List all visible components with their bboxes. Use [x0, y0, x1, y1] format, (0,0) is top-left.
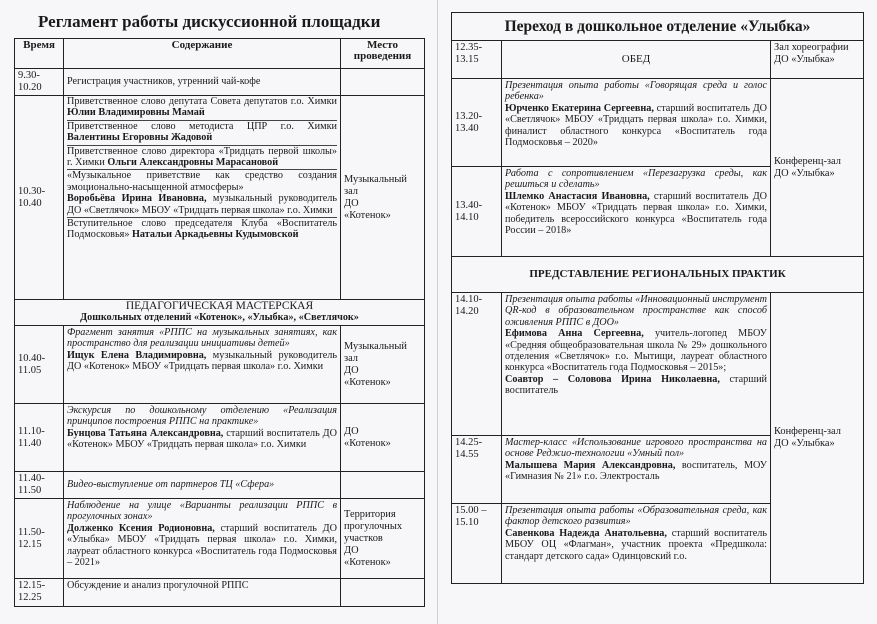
section-heading: ПРЕДСТАВЛЕНИЕ РЕГИОНАЛЬНЫХ ПРАКТИК — [452, 257, 864, 293]
table-row — [15, 404, 425, 472]
section-row — [15, 300, 425, 326]
row-venue — [341, 69, 425, 96]
event-title: Презентация опыта работы «Образовательная среда, как фактор детского развития» — [505, 505, 767, 528]
table-row — [452, 293, 864, 436]
row-venue: Музыкальный зал ДО «Котенок» — [341, 96, 425, 300]
row-time: 9.30- 10.20 — [15, 69, 64, 96]
speaker-name: Бунцова Татьяна Александровна, — [67, 427, 224, 439]
row-time: 15.00 – 15.10 — [452, 504, 502, 584]
event-title: Наблюдение на улице «Варианты реализации РППС в прогулочных зонах» — [67, 500, 337, 523]
speaker-role: старший воспитатель ДО «Котенок» МБОУ «Тридцать первая школа» г.о. Химки — [67, 427, 337, 451]
event-title: Мастер-класс «Использование игрового пространства на основе Реджио-технологии «Умный пол» — [505, 437, 767, 460]
right-page-title: Переход в дошкольное отделение «Улыбка» — [452, 13, 864, 41]
row-venue: Территория прогулочных участков ДО «Котенок» — [341, 499, 425, 579]
row-content — [64, 96, 341, 300]
row-venue: ДО «Котенок» — [341, 404, 425, 472]
speaker-name: Ефимова Анна Сергеевна, — [505, 328, 644, 340]
row-content — [502, 504, 771, 584]
event-title: Экскурсия по дошкольному отделению «Реализация принципов построения РППС на практике» — [67, 405, 337, 428]
right-page — [437, 0, 877, 624]
item-text: Приветственное слово депутата Совета депутатов г.о. Химки — [67, 96, 337, 107]
event-title: Работа с сопротивлением «Перезагрузка среды, как решиться и сделать» — [505, 168, 767, 191]
speaker-name: Воробьёва Ирина Ивановна, — [67, 193, 207, 205]
speaker-role: музыкальный руководитель ДО «Котенок» МБОУ «Тридцать первая школа» г.о. Химки — [67, 349, 337, 373]
row-venue: Зал хореографии ДО «Улыбка» — [771, 41, 864, 79]
speaker-name: Натальи Аркадьевны Кудымовской — [131, 229, 299, 241]
list-item — [67, 121, 337, 146]
row-content: Обсуждение и анализ прогулочной РППС — [64, 579, 341, 607]
speaker-name: Ищук Елена Владимировна, — [67, 349, 207, 361]
row-content — [502, 79, 771, 167]
speaker-name: Малышева Мария Александровна, — [505, 459, 676, 471]
table-row — [15, 579, 425, 607]
section-heading — [15, 300, 425, 326]
speaker-name: Савенкова Надежда Анатольевна, — [505, 527, 667, 539]
event-title: Презентация опыта работы «Инновационный инструмент QR-код в образовательном пространстве как способ оживления РППС в ДОО» — [505, 294, 767, 328]
section-row — [452, 257, 864, 293]
table-row — [15, 499, 425, 579]
item-text: Приветственное слово директора «Тридцать первой школы» г. Химки — [67, 145, 337, 169]
row-time: 14.10- 14.20 — [452, 293, 502, 436]
list-item — [67, 146, 337, 171]
row-time: 11.10- 11.40 — [15, 404, 64, 472]
item-text: Приветственное слово методиста ЦПР г.о. Химки — [67, 120, 337, 132]
row-time: 13.40- 14.10 — [452, 167, 502, 257]
speaker-name: Валентины Егоровны Жадовой — [67, 132, 213, 144]
row-content — [64, 472, 341, 499]
header-time: Время — [15, 39, 64, 69]
event-title: Видео-выступление от партнеров ТЦ «Сфера» — [67, 479, 275, 491]
row-content — [64, 404, 341, 472]
item-text: Вступительное слово председателя Клуба «Воспитатель Подмосковья» — [67, 218, 337, 241]
coauthor-role: старший воспитатель — [505, 373, 767, 397]
list-item — [67, 218, 337, 242]
speaker-role: воспитатель, МОУ «Гимназия № 21» г.о. Электросталь — [505, 459, 767, 483]
row-time: 14.25- 14.55 — [452, 436, 502, 504]
speaker-name: Юлии Владимировны Мамай — [67, 107, 205, 119]
list-item — [67, 170, 337, 218]
header-venue: Место проведения — [341, 39, 425, 69]
row-content — [64, 499, 341, 579]
row-content — [502, 436, 771, 504]
list-item — [67, 96, 337, 121]
event-title: Презентация опыта работы «Говорящая среда и голос ребенка» — [505, 80, 767, 103]
speaker-role: старший воспитатель ДО «Светлячок» МБОУ «Тридцать первая школа» г.о. Химки, финалист областного конкурса «Воспитатель года Подмосковья – 2020» — [505, 102, 767, 149]
row-venue — [341, 472, 425, 499]
row-venue — [341, 579, 425, 607]
row-content: Регистрация участников, утренний чай-кофе — [64, 69, 341, 96]
row-time: 10.30- 10.40 — [15, 96, 64, 300]
speaker-role: старший воспитатель ДО «Улыбка» МБОУ «Тридцать первая школа» г.о. Химки, лауреат областного конкурса «Воспитатель года Подмосковья – 2021» — [67, 522, 337, 569]
row-content — [64, 326, 341, 404]
speaker-name: Ольги Александровны Марасановой — [107, 157, 279, 169]
row-time: 11.40- 11.50 — [15, 472, 64, 499]
table-row — [15, 472, 425, 499]
row-content: ОБЕД — [502, 41, 771, 79]
title-row — [452, 13, 864, 41]
row-venue: Конференц-зал ДО «Улыбка» — [771, 293, 864, 584]
header-content: Содержание — [64, 39, 341, 69]
left-schedule-table — [14, 38, 425, 607]
event-title: Фрагмент занятия «РППС на музыкальных занятиях, как пространство для реализации инициативы детей» — [67, 327, 337, 350]
speaker-role: учитель-логопед МБОУ «Средняя общеобразовательная школа № 29» дошкольного отделения «Светлячок» г.о. Мытищи, лауреат областного конкурса «Воспитатель года Подмосковья – 2015»; — [505, 328, 767, 374]
section-subtitle: Дошкольных отделений «Котенок», «Улыбка», «Светлячок» — [80, 312, 359, 324]
speaker-name: Шлемко Анастасия Ивановна, — [505, 190, 650, 202]
row-venue: Конференц-зал ДО «Улыбка» — [771, 79, 864, 257]
left-page-title: Регламент работы дискуссионной площадки — [38, 12, 381, 31]
left-page — [0, 0, 437, 624]
right-schedule-table — [451, 12, 864, 584]
row-time: 13.20- 13.40 — [452, 79, 502, 167]
row-time: 11.50- 12.15 — [15, 499, 64, 579]
speaker-role: старший воспитатель МБОУ ОЦ «Флагман», участник проекта «Предшкола: стандарт детского сада» Одинцовский г.о. — [505, 527, 767, 562]
speaker-name: Долженко Ксения Родионовна, — [67, 522, 215, 534]
item-text: «Музыкальное приветствие как средство создания эмоционально-насыщенной атмосферы» — [67, 170, 337, 193]
row-time: 12.15- 12.25 — [15, 579, 64, 607]
table-row — [15, 69, 425, 96]
row-venue: Музыкальный зал ДО «Котенок» — [341, 326, 425, 404]
table-row — [452, 41, 864, 79]
table-row — [15, 96, 425, 300]
section-title: ПЕДАГОГИЧЕСКАЯ МАСТЕРСКАЯ — [125, 300, 314, 312]
table-header-row — [15, 39, 425, 69]
row-time: 10.40- 11.05 — [15, 326, 64, 404]
speaker-role: старший воспитатель ДО «Котенок» МБОУ «Тридцать первая школа» г.о. Химки, победитель всероссийского конкурса «Воспитатель года России – 2018» — [505, 190, 767, 237]
table-row — [15, 326, 425, 404]
speaker-name: Юрченко Екатерина Сергеевна, — [505, 102, 654, 114]
table-row — [452, 79, 864, 167]
row-time: 12.35- 13.15 — [452, 41, 502, 79]
row-content — [502, 293, 771, 436]
row-content — [502, 167, 771, 257]
speaker-role: музыкальный руководитель ДО «Светлячок» МБОУ «Тридцать первая школа» г.о. Химки — [67, 193, 337, 216]
coauthor-name: Соавтор – Соловова Ирина Николаевна, — [505, 373, 720, 385]
